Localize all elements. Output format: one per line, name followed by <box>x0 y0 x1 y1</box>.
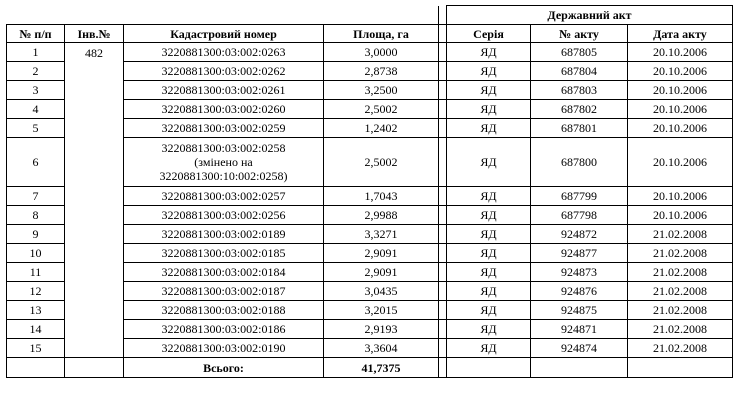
column-gap <box>439 25 447 43</box>
act-date: 21.02.2008 <box>628 225 733 244</box>
cadastral-number: 3220881300:03:002:0186 <box>124 320 324 339</box>
act-date: 21.02.2008 <box>628 320 733 339</box>
act-date: 20.10.2006 <box>628 206 733 225</box>
row-num: 9 <box>7 225 65 244</box>
inv-header: Інв.№ <box>65 25 124 43</box>
area-value: 2,9091 <box>324 244 439 263</box>
series-value: ЯД <box>447 206 531 225</box>
row-num: 13 <box>7 301 65 320</box>
row-num: 6 <box>7 138 65 187</box>
column-gap <box>439 81 447 100</box>
cadastral-number: 3220881300:03:002:0263 <box>124 43 324 62</box>
column-gap <box>439 282 447 301</box>
table-row <box>7 43 733 62</box>
series-value: ЯД <box>447 301 531 320</box>
act-number: 687804 <box>531 62 628 81</box>
cadastral-number: 3220881300:03:002:0262 <box>124 62 324 81</box>
area-value: 2,9091 <box>324 263 439 282</box>
area-value: 2,5002 <box>324 138 439 187</box>
area-value: 1,7043 <box>324 187 439 206</box>
column-gap <box>439 43 447 62</box>
cadastral-header: Кадастровий номер <box>124 25 324 43</box>
column-gap <box>439 62 447 81</box>
act-number: 687803 <box>531 81 628 100</box>
area-value: 1,2402 <box>324 119 439 138</box>
total-blank <box>7 358 65 378</box>
column-gap <box>439 138 447 187</box>
row-num: 5 <box>7 119 65 138</box>
column-gap <box>439 263 447 282</box>
act-number: 687799 <box>531 187 628 206</box>
column-gap <box>439 301 447 320</box>
act-number: 924871 <box>531 320 628 339</box>
row-num: 2 <box>7 62 65 81</box>
act-number: 924874 <box>531 339 628 358</box>
area-header: Площа, га <box>324 25 439 43</box>
series-value: ЯД <box>447 244 531 263</box>
num-header: № п/п <box>7 25 65 43</box>
column-gap <box>439 100 447 119</box>
row-num: 1 <box>7 43 65 62</box>
cadastral-number: 3220881300:03:002:0259 <box>124 119 324 138</box>
act-number: 924875 <box>531 301 628 320</box>
area-value: 2,5002 <box>324 100 439 119</box>
column-gap <box>439 187 447 206</box>
land-plots-table <box>6 5 733 378</box>
act-date: 20.10.2006 <box>628 43 733 62</box>
area-value: 2,9988 <box>324 206 439 225</box>
series-header: Серія <box>447 25 531 43</box>
row-num: 4 <box>7 100 65 119</box>
column-gap <box>439 119 447 138</box>
area-value: 3,0435 <box>324 282 439 301</box>
series-value: ЯД <box>447 339 531 358</box>
header-row-1 <box>7 6 733 25</box>
series-value: ЯД <box>447 225 531 244</box>
row-num: 7 <box>7 187 65 206</box>
area-value: 3,2500 <box>324 81 439 100</box>
row-num: 12 <box>7 282 65 301</box>
series-value: ЯД <box>447 62 531 81</box>
total-blank <box>628 358 733 378</box>
act-date: 21.02.2008 <box>628 244 733 263</box>
cadastral-number: 3220881300:03:002:0184 <box>124 263 324 282</box>
act-date: 20.10.2006 <box>628 100 733 119</box>
total-blank <box>65 358 124 378</box>
act-date: 20.10.2006 <box>628 187 733 206</box>
total-blank <box>531 358 628 378</box>
act-number: 924872 <box>531 225 628 244</box>
act-date: 21.02.2008 <box>628 282 733 301</box>
act-date: 20.10.2006 <box>628 62 733 81</box>
act-number: 687801 <box>531 119 628 138</box>
cadastral-number: 3220881300:03:002:0190 <box>124 339 324 358</box>
series-value: ЯД <box>447 119 531 138</box>
cadastral-number: 3220881300:03:002:0185 <box>124 244 324 263</box>
total-blank <box>447 358 531 378</box>
act-number: 687805 <box>531 43 628 62</box>
act-number: 687798 <box>531 206 628 225</box>
act-date: 20.10.2006 <box>628 119 733 138</box>
column-gap <box>439 339 447 358</box>
inv-number: 482 <box>65 43 124 358</box>
row-num: 8 <box>7 206 65 225</box>
cadastral-number-new: 3220881300:10:002:0258) <box>159 169 288 183</box>
cadastral-number: 3220881300:03:002:0257 <box>124 187 324 206</box>
row-num: 3 <box>7 81 65 100</box>
row-num: 14 <box>7 320 65 339</box>
cadastral-change-note: (змінено на <box>194 155 253 169</box>
cadastral-number: 3220881300:03:002:0188 <box>124 301 324 320</box>
area-value: 3,2015 <box>324 301 439 320</box>
series-value: ЯД <box>447 138 531 187</box>
act-number: 924877 <box>531 244 628 263</box>
total-label: Всього: <box>124 358 324 378</box>
area-value: 3,3271 <box>324 225 439 244</box>
act-date: 21.02.2008 <box>628 263 733 282</box>
act-date: 21.02.2008 <box>628 301 733 320</box>
series-value: ЯД <box>447 320 531 339</box>
column-gap <box>439 320 447 339</box>
cadastral-number: 3220881300:03:002:0187 <box>124 282 324 301</box>
act-number: 687802 <box>531 100 628 119</box>
area-value: 3,3604 <box>324 339 439 358</box>
state-act-header: Державний акт <box>447 6 733 25</box>
column-gap <box>439 206 447 225</box>
series-value: ЯД <box>447 263 531 282</box>
series-value: ЯД <box>447 282 531 301</box>
row-num: 10 <box>7 244 65 263</box>
area-value: 2,9193 <box>324 320 439 339</box>
act-num-header: № акту <box>531 25 628 43</box>
row-num: 15 <box>7 339 65 358</box>
total-row <box>7 358 733 378</box>
act-number: 924876 <box>531 282 628 301</box>
cadastral-number: 3220881300:03:002:0261 <box>124 81 324 100</box>
act-date: 20.10.2006 <box>628 81 733 100</box>
act-date-header: Дата акту <box>628 25 733 43</box>
act-date: 21.02.2008 <box>628 339 733 358</box>
cadastral-number: 3220881300:03:002:0260 <box>124 100 324 119</box>
area-value: 3,0000 <box>324 43 439 62</box>
column-gap <box>439 225 447 244</box>
column-gap <box>439 6 447 25</box>
series-value: ЯД <box>447 43 531 62</box>
series-value: ЯД <box>447 100 531 119</box>
series-value: ЯД <box>447 187 531 206</box>
act-date: 20.10.2006 <box>628 138 733 187</box>
column-gap <box>439 358 447 378</box>
cadastral-number: 3220881300:03:002:0189 <box>124 225 324 244</box>
total-area: 41,7375 <box>324 358 439 378</box>
act-number: 924873 <box>531 263 628 282</box>
header-blank <box>7 6 439 25</box>
column-gap <box>439 244 447 263</box>
row-num: 11 <box>7 263 65 282</box>
cadastral-number: 3220881300:03:002:0256 <box>124 206 324 225</box>
series-value: ЯД <box>447 81 531 100</box>
area-value: 2,8738 <box>324 62 439 81</box>
header-row-2 <box>7 25 733 43</box>
act-number: 687800 <box>531 138 628 187</box>
cadastral-number-old: 3220881300:03:002:0258 <box>161 141 286 155</box>
cadastral-number <box>124 138 324 187</box>
